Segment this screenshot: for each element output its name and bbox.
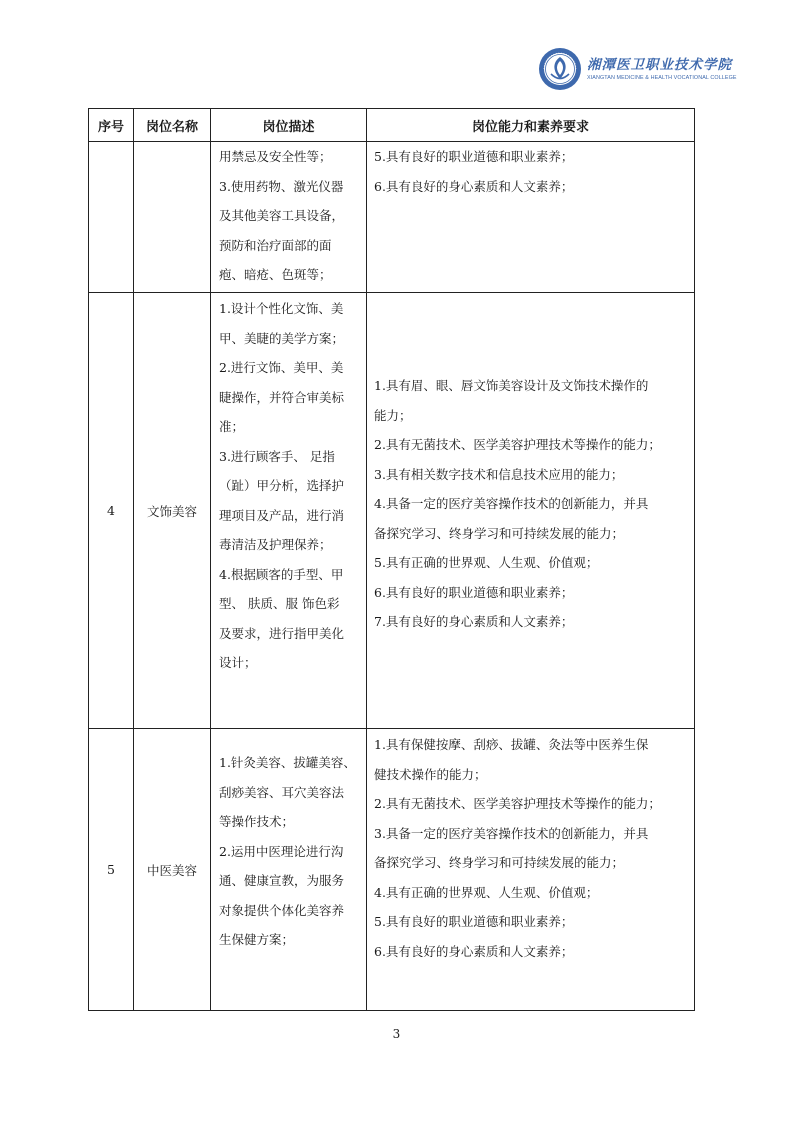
row-post-description	[211, 729, 367, 1011]
description-line: 等操作技术；	[219, 814, 295, 829]
row-post-name	[134, 142, 211, 293]
page-number: 3	[392, 1027, 401, 1041]
row-post-requirements	[367, 293, 695, 729]
row-post-name: 中医美容	[134, 729, 211, 1011]
description-line: 3.进行顾客手、 足指	[219, 448, 335, 464]
requirement-line: 4.具备一定的医疗美容操作技术的创新能力，并具	[374, 496, 649, 511]
table-row	[89, 142, 695, 293]
requirement-line: 7.具有良好的身心素质和人文素养；	[374, 614, 574, 629]
requirement-line: 6.具有良好的职业道德和职业素养；	[374, 584, 574, 600]
description-line: 4.根据顾客的手型、甲	[219, 566, 344, 582]
description-line: 3.使用药物、激光仪器	[219, 178, 344, 194]
requirement-line: 能力；	[374, 407, 412, 423]
description-line: 毒清洁及护理保养；	[219, 537, 332, 552]
header-no: 序号	[89, 109, 134, 142]
description-line: 理项目及产品，进行消	[219, 507, 345, 523]
row-post-name: 文饰美容	[134, 293, 211, 729]
requirement-line: 5.具有良好的职业道德和职业素养；	[374, 149, 574, 164]
description-line: 设计；	[219, 655, 257, 670]
header-post-description: 岗位描述	[211, 109, 367, 142]
requirement-line: 1.具有眉、眼、唇文饰美容设计及文饰技术操作的	[374, 378, 649, 393]
description-line: 对象提供个体化美容养	[219, 902, 345, 918]
description-line: 1.设计个性化文饰、美	[219, 301, 344, 316]
requirement-line: 备探究学习、终身学习和可持续发展的能力；	[374, 855, 625, 870]
header-post-name: 岗位名称	[134, 109, 211, 142]
description-line: 生保健方案；	[219, 932, 295, 947]
requirement-line: 备探究学习、终身学习和可持续发展的能力；	[374, 525, 625, 541]
description-line: 用禁忌及安全性等；	[219, 149, 332, 164]
college-name-en: XIANGTAN MEDICINE & HEALTH VOCATIONAL COLLEGE	[587, 74, 737, 81]
description-line: 1.针灸美容、拔罐美容、	[219, 755, 356, 770]
requirement-line: 3.具有相关数字技术和信息技术应用的能力；	[374, 466, 624, 482]
requirement-line: 4.具有正确的世界观、人生观、价值观；	[374, 884, 599, 900]
table-header-row	[89, 109, 695, 142]
college-logo	[538, 46, 737, 92]
description-line: 及其他美容工具设备，	[219, 208, 345, 223]
description-line: 准；	[219, 419, 245, 434]
row-no	[89, 142, 134, 293]
table-row	[89, 293, 695, 729]
description-line: 甲、美睫的美学方案；	[219, 330, 345, 346]
requirement-line: 2.具有无菌技术、医学美容护理技术等操作的能力；	[374, 796, 661, 811]
row-no: 4	[89, 293, 134, 729]
college-name-cn: 湘潭医卫职业技术学院	[587, 56, 732, 73]
row-post-description	[211, 142, 367, 293]
post-requirements-table	[88, 108, 695, 1011]
description-line: 睫操作，并符合审美标	[219, 389, 345, 405]
description-line: 预防和治疗面部的面	[219, 237, 332, 253]
requirement-line: 6.具有良好的身心素质和人文素养；	[374, 943, 574, 959]
description-line: 及要求，进行指甲美化	[219, 625, 345, 641]
requirement-line: 2.具有无菌技术、医学美容护理技术等操作的能力；	[374, 437, 661, 452]
row-post-requirements	[367, 142, 695, 293]
header-post-requirements: 岗位能力和素养要求	[367, 109, 695, 142]
row-no: 5	[89, 729, 134, 1011]
requirement-line: 5.具有良好的职业道德和职业素养；	[374, 914, 574, 929]
row-post-requirements	[367, 729, 695, 1011]
requirement-line: 3.具备一定的医疗美容操作技术的创新能力，并具	[374, 825, 649, 841]
college-seal-icon	[538, 47, 582, 91]
requirement-line: 健技术操作的能力；	[374, 766, 487, 782]
table-row	[89, 729, 695, 1011]
requirement-line: 5.具有正确的世界观、人生观、价值观；	[374, 555, 599, 570]
description-line: （趾）甲分析，选择护	[219, 478, 345, 493]
description-line: 通、健康宣教，为服务	[219, 873, 345, 888]
row-post-description	[211, 293, 367, 729]
requirement-line: 6.具有良好的身心素质和人文素养；	[374, 178, 574, 194]
description-line: 型、 肤质、服 饰色彩	[219, 596, 340, 611]
description-line: 刮痧美容、耳穴美容法	[219, 784, 345, 800]
description-line: 2.运用中医理论进行沟	[219, 843, 344, 859]
requirement-line: 1.具有保健按摩、刮痧、拔罐、灸法等中医养生保	[374, 737, 649, 752]
description-line: 疱、暗疮、色斑等；	[219, 267, 332, 282]
description-line: 2.进行文饰、美甲、美	[219, 360, 344, 375]
